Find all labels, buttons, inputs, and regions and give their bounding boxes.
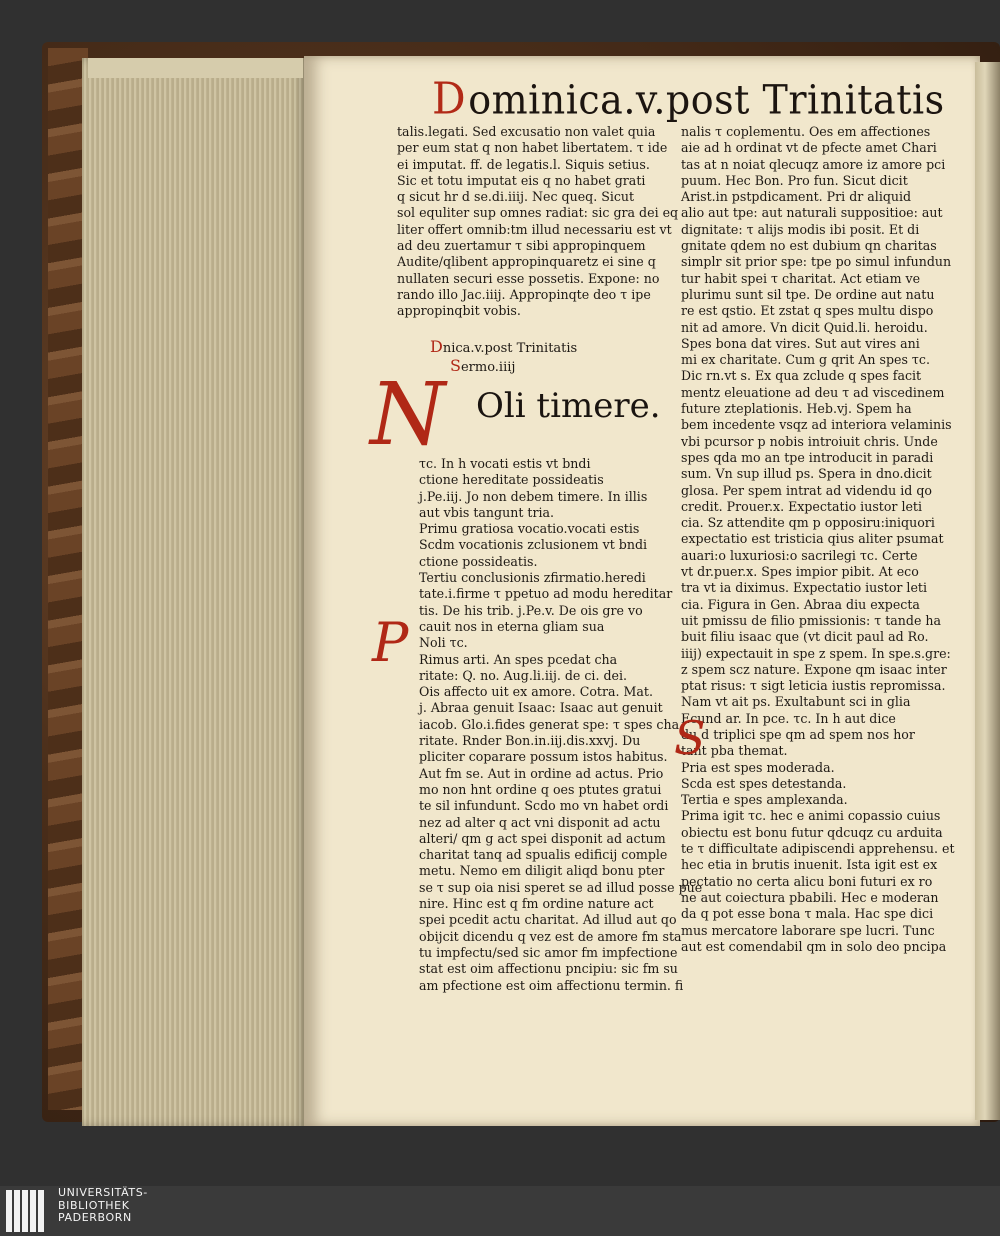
text-line: mus mercatore laborare spe lucri. Tunc [681, 922, 935, 938]
text-line: cauit nos in eterna gliam sua [419, 618, 605, 634]
text-line: alteri/ qm g act spei disponit ad actum [419, 830, 666, 846]
text-line: liter offert omnib:tm illud necessariu est vt [397, 221, 672, 237]
text-line: Arist.in pstpdicament. Pri dr aliquid [681, 189, 912, 205]
text-line: nalis τ coplementu. Oes em affectiones [681, 124, 931, 139]
text-line: j. Abraa genuit Isaac: Isaac aut genuit [419, 700, 663, 716]
text-line: Prima igit τc. hec e animi copassio cuius [681, 808, 941, 824]
text-line: mentz eleuatione ad deu τ ad viscedinem [681, 384, 945, 400]
text-line: ctione hereditate possideatis [419, 472, 604, 488]
text-line: tis. De his trib. j.Pe.v. De ois gre vo [419, 602, 643, 618]
text-line: ritate: Q. no. Aug.li.iij. de ci. dei. [419, 667, 628, 683]
library-name-line-1: UNIVERSITÄTS- [58, 1186, 148, 1199]
page-edges [82, 58, 307, 1126]
text-line: sum. Vn sup illud ps. Spera in dno.dicit [681, 466, 932, 482]
text-line: Audite/qlibent appropinquaretz ei sine q [397, 254, 656, 270]
text-line: tate.i.firme τ ppetuo ad modu hereditar [419, 586, 673, 602]
text-line: appropinqbit vobis. [397, 303, 521, 319]
text-line: buit filiu isaac que (vt dicit paul ad Ro. [681, 629, 929, 645]
text-line: Ois affecto uit ex amore. Cotra. Mat. [419, 684, 653, 700]
text-line: puum. Hec Bon. Pro fun. Sicut dicit [681, 172, 908, 188]
right-page-edge [975, 62, 1000, 1120]
running-head-initial: D [432, 72, 467, 125]
text-line: iiij) expectauit in spe z spem. In spe.s.gre: [681, 645, 951, 661]
text-line: cia. Sz attendite qm p opposiru:iniquori [681, 515, 935, 531]
text-line: nit ad amore. Vn dicit Quid.li. heroidu. [681, 319, 928, 335]
sermon-heading [430, 338, 577, 376]
text-line: rando illo Jac.iiij. Appropinqte deo τ ipe [397, 286, 651, 302]
text-line: pectatio no certa alicu boni futuri ex ro [681, 873, 933, 889]
text-line: glosa. Per spem intrat ad videndu id qo [681, 482, 933, 498]
left-column-bottom [397, 456, 702, 994]
text-line: Rimus arti. An spes pcedat cha [419, 651, 618, 667]
text-line: mi ex charitate. Cum g qrit An spes τc. [681, 352, 930, 368]
text-line: am pfectione est oim affectionu termin. fi [419, 977, 684, 993]
text-line: ctione possideatis. [419, 553, 538, 569]
text-line: ad deu zuertamur τ sibi appropinquem [397, 238, 646, 254]
text-line: dignitate: τ alijs modis ibi posit. Et di [681, 221, 920, 237]
library-name [58, 1187, 148, 1225]
text-line: pliciter coparare possum istos habitus. [419, 749, 668, 765]
sermon-heading-line-2: ermo.iiij [460, 360, 516, 375]
left-column-top [397, 124, 678, 320]
text-line: re est qstio. Et zstat q spes multu dispo [681, 303, 934, 319]
text-line: charitat tanq ad spualis edificij comple [419, 847, 668, 863]
text-line: bem incedente vsqz ad interiora velaminis [681, 417, 952, 433]
text-line: ptat risus: τ sigt leticia iustis repromissa. [681, 678, 946, 694]
text-line: stat est oim affectionu pncipiu: sic fm su [419, 961, 678, 977]
text-line: obiectu est bonu futur qdcuqz cu arduita [681, 824, 943, 840]
text-line: auari:o luxuriosi:o sacrilegi τc. Certe [681, 547, 918, 563]
text-line: Dic rn.vt s. Ex qua zclude q spes facit [681, 368, 922, 384]
text-line: Scda est spes detestanda. [681, 775, 847, 791]
right-column [681, 124, 955, 955]
text-line: vbi pcursor p nobis introiuit chris. Unde [681, 433, 938, 449]
text-line: se τ sup oia nisi speret se ad illud posse pue [419, 879, 703, 895]
text-line: nez ad alter q act vni disponit ad actu [419, 814, 661, 830]
text-line: du d triplici spe qm ad spem nos hor [681, 726, 915, 742]
text-line: τc. In h vocati estis vt bndi [419, 456, 591, 471]
text-line: aut est comendabil qm in solo deo pncipa [681, 938, 947, 954]
text-line: tra vt ia diximus. Expectatio iustor leti [681, 580, 927, 596]
library-name-line-2: BIBLIOTHEK [58, 1198, 130, 1212]
text-line: aut vbis tangunt tria. [419, 504, 555, 520]
text-line: Ecund ar. In pce. τc. In h aut dice [681, 710, 896, 726]
text-line: future zteplationis. Heb.vj. Spem ha [681, 401, 912, 417]
text-line: metu. Nemo em diligit aliqd bonu pter [419, 863, 665, 879]
text-line: Tertia e spes amplexanda. [681, 792, 848, 808]
text-line: sol equliter sup omnes radiat: sic gra dei eq [397, 205, 679, 221]
text-line: te τ difficultate adipiscendi apprehensu. et [681, 841, 955, 857]
text-line: simplr sit prior spe: tpe po simul infundun [681, 254, 952, 270]
library-name-line-3: PADERBORN [58, 1211, 132, 1224]
text-line: tant pba themat. [681, 743, 788, 759]
running-head-text: ominica.v.post Trinitatis [468, 76, 945, 124]
text-line: expectatio est tristicia qius aliter psumat [681, 531, 944, 547]
text-line: j.Pe.iij. Jo non debem timere. In illis [419, 488, 648, 504]
text-line: Scdm vocationis zclusionem vt bndi [419, 537, 648, 553]
text-line: per eum stat q non habet libertatem. τ ide [397, 140, 668, 156]
text-line: alio aut tpe: aut naturali suppositioe: aut [681, 205, 943, 221]
text-line: talis.legati. Sed excusatio non valet quia [397, 124, 656, 139]
text-line: credit. Prouer.x. Expectatio iustor leti [681, 498, 923, 514]
text-line: ne aut coiectura pbabili. Hec e moderan [681, 889, 939, 905]
footer-bar [0, 1186, 1000, 1236]
text-line: Spes bona dat vires. Sut aut vires ani [681, 335, 920, 351]
text-line: Noli τc. [419, 635, 468, 651]
text-line: tur habit spei τ charitat. Act etiam ve [681, 270, 921, 286]
text-line: tas at n noiat qlecuqz amore iz amore pci [681, 156, 946, 172]
text-line: z spem scz nature. Expone qm isaac inter [681, 661, 947, 677]
text-line: cia. Figura in Gen. Abraa diu expecta [681, 596, 920, 612]
text-line: mo non hnt ordine q oes ptutes gratui [419, 781, 662, 797]
text-line: vt dr.puer.x. Spes impior pibit. At eco [681, 564, 919, 580]
running-head [432, 73, 945, 124]
text-line: nire. Hinc est q fm ordine nature act [419, 896, 654, 912]
text-line: Pria est spes moderada. [681, 759, 835, 775]
sermon-heading-initial-2: S [450, 356, 461, 375]
text-line: Tertiu conclusionis zfirmatio.heredi [419, 570, 646, 586]
page-top-edge [88, 58, 303, 78]
library-logo-icon [6, 1190, 52, 1232]
initial-n-rubric: N [370, 365, 446, 465]
text-line: da q pot esse bona τ mala. Hac spe dici [681, 906, 934, 922]
text-line: Sic et totu imputat eis q no habet grati [397, 172, 646, 188]
sermon-heading-line-1: nica.v.post Trinitatis [442, 341, 578, 356]
text-line: gnitate qdem no est dubium qn charitas [681, 238, 937, 254]
text-line: uit pmissu de filio pmissionis: τ tande ha [681, 612, 942, 628]
text-line: nullaten securi esse possetis. Expone: no [397, 270, 660, 286]
text-line: te sil infundunt. Scdo mo vn habet ordi [419, 798, 669, 814]
initial-p-rubric: P [372, 611, 409, 674]
text-line: Nam vt ait ps. Exultabunt sci in glia [681, 694, 911, 710]
incipit-noli-timere: Oli timere. [476, 386, 661, 426]
text-line: hec etia in brutis inuenit. Ista igit est ex [681, 857, 938, 873]
text-line: obijcit dicendu q vez est de amore fm sta [419, 928, 682, 944]
initial-s-rubric: S [674, 711, 706, 765]
text-line: q sicut hr d se.di.iiij. Nec queq. Sicut [397, 189, 635, 205]
text-line: spei pcedit actu charitat. Ad illud aut qo [419, 912, 677, 928]
text-line: iacob. Glo.i.fides generat spe: τ spes cha [419, 716, 680, 732]
text-line: tu impfectu/sed sic amor fm impfectione [419, 944, 678, 960]
text-line: aie ad h ordinat vt de pfecte amet Chari [681, 140, 937, 156]
sermon-heading-initial-1: D [430, 337, 443, 356]
text-line: spes qda mo an tpe introducit in paradi [681, 449, 934, 465]
text-line: Primu gratiosa vocatio.vocati estis [419, 521, 640, 537]
text-line: ritate. Rnder Bon.in.iij.dis.xxvj. Du [419, 733, 641, 749]
text-line: ei imputat. ff. de legatis.l. Siquis setius. [397, 156, 650, 172]
text-line: plurimu sunt sil tpe. De ordine aut natu [681, 286, 935, 302]
text-line: Aut fm se. Aut in ordine ad actus. Prio [419, 765, 664, 781]
